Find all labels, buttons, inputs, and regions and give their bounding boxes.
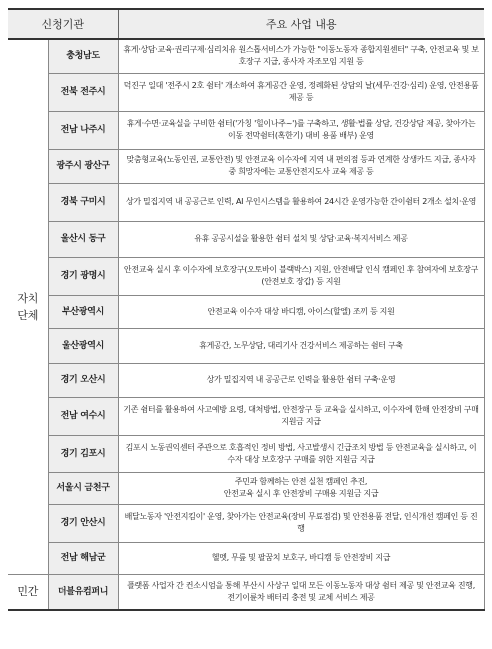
header-row	[8, 9, 484, 39]
org-cell: 울산시 동구	[48, 221, 118, 257]
desc-cell: 유휴 공공시설을 활용한 쉼터 설치 및 상담·교육·복지서비스 제공	[118, 221, 484, 257]
desc-cell: 상가 밀집지역 내 공공근로 인력, AI 무인시스템을 활용하여 24시간 운영가능한 간이쉼터 2개소 설치·운영	[118, 183, 484, 221]
desc-cell: 플랫폼 사업자 간 컨소시엄을 통해 부산시 사상구 일대 모든 이동노동자 대상 쉼터 제공 및 안전교육 진행, 전기이륜차 배터리 충전 및 교체 서비스 제공	[118, 574, 484, 610]
org-cell: 광주시 광산구	[48, 149, 118, 183]
org-cell: 전남 여수시	[48, 397, 118, 435]
org-cell: 전남 나주시	[48, 111, 118, 149]
desc-cell: 김포시 노동권익센터 주관으로 호흡적인 정비 방법, 사고발생시 긴급조치 방법 등 안전교육을 실시하고, 이수자 대상 보호장구 구매를 위한 지원금 지급	[118, 435, 484, 472]
org-cell: 경기 광명시	[48, 257, 118, 295]
table-row	[8, 435, 484, 472]
desc-cell: 안전교육 실시 후 이수자에 보호장구(오토바이 블랙박스) 지원, 안전배달 인식 캠페인 후 참여자에 보호장구(안전보호 장갑) 등 지원	[118, 257, 484, 295]
desc-cell: 휴게공간, 노무상담, 대리기사 건강서비스 제공하는 쉼터 구축	[118, 328, 484, 363]
table-row	[8, 257, 484, 295]
header-content: 주요 사업 내용	[118, 9, 484, 39]
org-cell: 더블유컴퍼니	[48, 574, 118, 610]
table-row	[8, 542, 484, 574]
desc-cell: 상가 밀집지역 내 공공근로 인력을 활용한 쉼터 구축·운영	[118, 363, 484, 397]
table-row	[8, 39, 484, 73]
org-cell: 경기 김포시	[48, 435, 118, 472]
desc-cell: 맞춤형교육(노동인권, 교통안전) 및 안전교육 이수자에 지역 내 편의점 등과 연계한 상생카드 지급, 종사자 중 희망자에는 교통안전지도사 교육 제공 등	[118, 149, 484, 183]
org-cell: 부산광역시	[48, 295, 118, 328]
org-cell: 경기 오산시	[48, 363, 118, 397]
desc-cell: 덕진구 일대 '전주시 2호 쉼터' 개소하여 휴게공간 운영, 정례화된 상담의 날(세무·건강·심리) 운영, 안전용품 제공 등	[118, 73, 484, 111]
table-row	[8, 221, 484, 257]
org-cell: 경기 안산시	[48, 504, 118, 542]
table-row	[8, 472, 484, 504]
table-row	[8, 295, 484, 328]
group-label-local: 자치 단체	[8, 39, 48, 574]
desc-cell: 기존 쉼터를 활용하여 사고예방 요령, 대처방법, 안전장구 등 교육을 실시하고, 이수자에 한해 안전장비 구매 지원금 지급	[118, 397, 484, 435]
desc-cell: 주민과 함께하는 안전 실천 캠페인 추진, 안전교육 실시 후 안전장비 구매용 지원금 지급	[118, 472, 484, 504]
org-cell: 충청남도	[48, 39, 118, 73]
group-label-private: 민간	[8, 574, 48, 610]
table-row	[8, 363, 484, 397]
table-row	[8, 397, 484, 435]
table-row	[8, 111, 484, 149]
desc-cell: 휴게·상담·교육·권리구제·심리치유 원스톱서비스가 가능한 "이동노동자 종합지원센터" 구축, 안전교육 및 보호장구 지급, 종사자 자조모임 지원 등	[118, 39, 484, 73]
table-row	[8, 183, 484, 221]
table-row	[8, 149, 484, 183]
table-row	[8, 504, 484, 542]
org-cell: 경북 구미시	[48, 183, 118, 221]
desc-cell: 안전교육 이수자 대상 바디캠, 아이스(할엘) 조끼 등 지원	[118, 295, 484, 328]
table-row	[8, 73, 484, 111]
table-row	[8, 574, 484, 610]
table-row	[8, 328, 484, 363]
desc-cell: 휴게·수면·교육실을 구비한 쉼터('가칭 '힐이나주~')를 구축하고, 생활·법률 상담, 건강상담 제공, 찾아가는 이동 전막쉼터(혹한기) 대비 용품 배부) 운영	[118, 111, 484, 149]
desc-cell: 헬멧, 무릎 및 팔꿈치 보호구, 바디캠 등 안전장비 지급	[118, 542, 484, 574]
header-category: 신청기관	[8, 9, 118, 39]
org-cell: 전남 해남군	[48, 542, 118, 574]
desc-cell: 배달노동자 '안전지킴이' 운영, 찾아가는 안전교육(장비 무료점검) 및 안전용품 전달, 인식개선 캠페인 등 진행	[118, 504, 484, 542]
org-cell: 서울시 금천구	[48, 472, 118, 504]
projects-table	[8, 8, 485, 611]
org-cell: 울산광역시	[48, 328, 118, 363]
org-cell: 전북 전주시	[48, 73, 118, 111]
